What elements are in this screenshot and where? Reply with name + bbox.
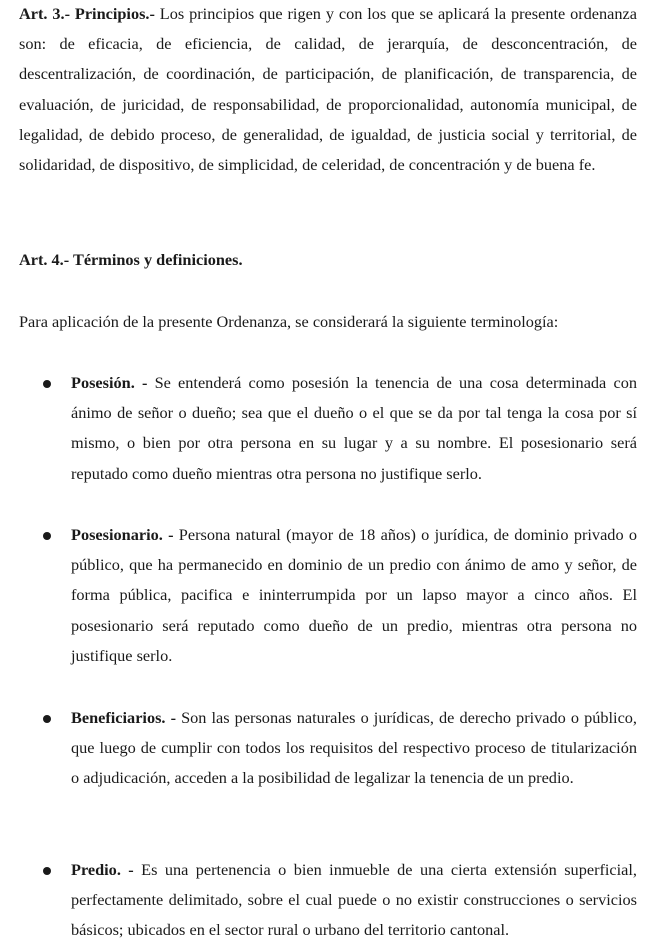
definition-item-posesion [71, 368, 637, 489]
definition-item-predio [71, 855, 637, 946]
article-3-heading: Art. 3.- Principios.- [19, 4, 155, 23]
bullet-icon [43, 532, 51, 540]
terminology-intro: Para aplicación de la presente Ordenanza, se considerará la siguiente terminología: [19, 312, 559, 331]
definition-term: Posesionario. - [71, 525, 174, 544]
bullet-icon [43, 867, 51, 875]
definition-term: Beneficiarios. - [71, 708, 177, 727]
definition-term: Posesión. - [71, 373, 148, 392]
article-3-paragraph [19, 0, 637, 180]
bullet-icon [43, 380, 51, 388]
bullet-icon [43, 715, 51, 723]
definition-item-beneficiarios [71, 703, 637, 794]
article-4-heading: Art. 4.- Términos y definiciones. [19, 250, 243, 269]
definition-text: Es una pertenencia o bien inmueble de una cierta extensión superficial, perfectamente delimitado, sobre el cual puede o no existir construcciones o servicios básicos; ubicados en el sector rural o urbano del territorio cantonal. [71, 860, 638, 940]
definition-text: Se entenderá como posesión la tenencia de una cosa determinada con ánimo de señor o dueño; sea que el dueño o el que se da por tal tenga la cosa por sí mismo, o bien por otra persona en su lugar y a su nombre. El posesionario será reputado como dueño mientras otra persona no justifique serlo. [71, 373, 637, 483]
definition-text: Persona natural (mayor de 18 años) o jurídica, de dominio privado o público, que ha permanecido en dominio de un predio con ánimo de amo y señor, de forma pública, pacifica e ininterrumpida por un lapso mayor a cinco años. El posesionario será reputado como dueño de un predio, mientras otra persona no justifique serlo. [71, 525, 637, 665]
article-3-text: Los principios que rigen y con los que se aplicará la presente ordenanza son: de eficacia, de eficiencia, de calidad, de jerarquía, de desconcentración, de descentralización, de coordinación, de participación, de planificación, de transparencia, de evaluación, de juricidad, de responsabilidad, de proporcionalidad, autonomía municipal, de legalidad, de debido proceso, de generalidad, de igualdad, de justicia social y territorial, de solidaridad, de dispositivo, de simplicidad, de celeridad, de concentración y de buena fe. [19, 4, 637, 175]
definition-term: Predio. - [71, 860, 134, 879]
definition-text: Son las personas naturales o jurídicas, de derecho privado o público, que luego de cumplir con todos los requisitos del respectivo proceso de titularización o adjudicación, acceden a la posibilidad de legalizar la tenencia de un predio. [71, 708, 638, 788]
definition-item-posesionario [71, 520, 637, 671]
